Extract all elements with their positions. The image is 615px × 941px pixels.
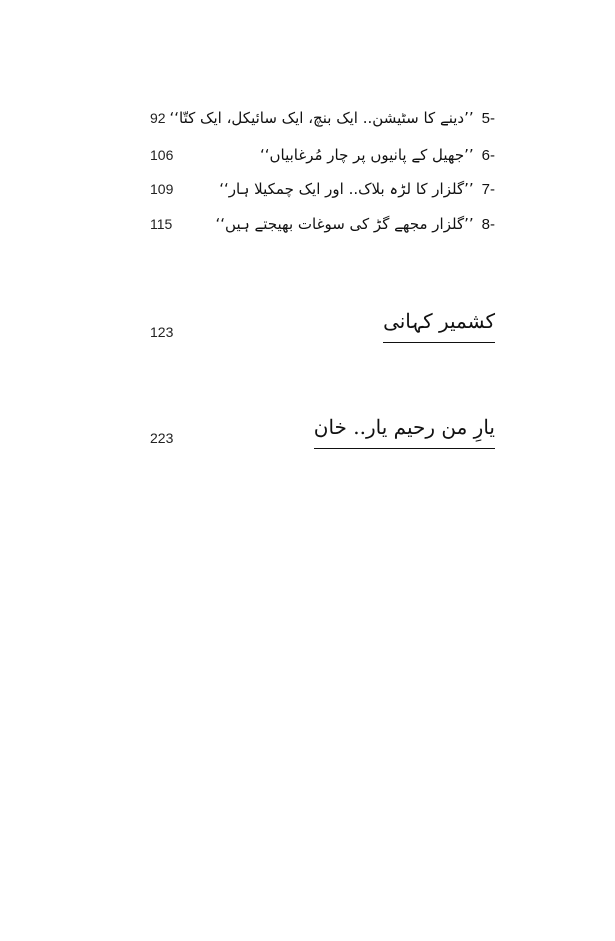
toc-entry-8 [150,212,495,240]
entry-number: 7- [481,181,495,198]
page-number: 92 [150,110,166,126]
entry-title: ’’جھیل کے پانیوں پر چار مُرغابیاں‘‘ [259,146,474,164]
page-number: 115 [150,216,173,232]
entry-number: 8- [481,216,495,233]
page-number: 109 [150,181,174,197]
page-number: 123 [150,324,174,340]
toc-entry-5 [150,106,495,134]
toc-entry-6 [150,143,495,171]
entry-text [219,177,495,202]
entry-number: 5- [481,110,495,127]
entry-title: ’’گلزار مجھے گڑ کی سوغات بھیجتے ہیں‘‘ [215,215,474,233]
section-heading: کشمیر کہانی [383,304,495,343]
entry-text [170,106,496,131]
entry-title: ’’دینے کا سٹیشن.. ایک بنچ، ایک سائیکل، ایک کتّا‘‘ [169,109,474,127]
entry-title: ’’گلزار کا لڑہ بلاک.. اور ایک چمکیلا ہار‘‘ [219,180,474,198]
page-number: 106 [150,147,174,163]
entry-text [260,143,495,168]
page-number: 223 [150,430,174,446]
section-heading: یارِ من رحیم یار.. خان [314,410,495,449]
entry-number: 6- [481,147,495,164]
toc-entry-7 [150,177,495,205]
entry-text [215,212,495,237]
